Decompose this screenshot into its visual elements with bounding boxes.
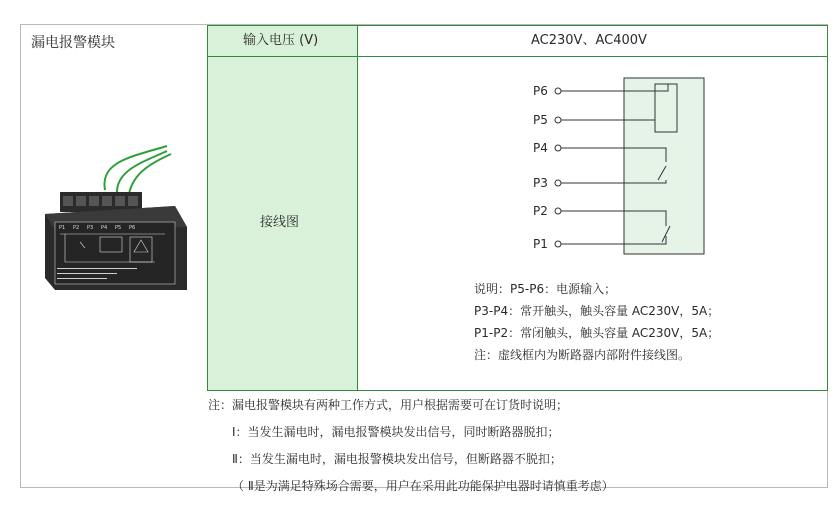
product-title: 漏电报警模块: [31, 35, 115, 51]
pin-label-p2: P2: [533, 204, 548, 218]
pin-label-p3: P3: [533, 176, 548, 190]
voltage-value: AC230V、AC400V: [531, 33, 647, 48]
terminal-label: P6: [129, 225, 136, 231]
bottom-notes: [208, 392, 614, 500]
note-line: P1-P2：常闭触头，触头容量 AC230V，5A；: [474, 326, 720, 340]
terminal-label: P5: [115, 225, 122, 231]
terminal-label: P3: [87, 225, 94, 231]
pin-label-p5: P5: [533, 113, 548, 127]
grid-line: [207, 390, 828, 391]
terminal-label: P4: [101, 225, 108, 231]
pin-label-p4: P4: [533, 141, 548, 155]
grid-line: [207, 25, 208, 390]
note-line: 注：虚线框内为断路器内部附件接线图。: [474, 348, 691, 362]
wiring-label: 接线图: [260, 215, 300, 230]
grid-line: [827, 25, 828, 390]
bottom-note-line: Ⅱ：当发生漏电时，漏电报警模块发出信号，但断路器不脱扣；: [232, 452, 562, 466]
bottom-note-line: 注：漏电报警模块有两种工作方式，用户根据需要可在订货时说明；: [208, 398, 569, 412]
bottom-note-line: Ⅰ：当发生漏电时，漏电报警模块发出信号，同时断路器脱扣；: [232, 425, 560, 439]
voltage-label: 输入电压 (V): [243, 33, 319, 48]
diagram-notes: [474, 278, 719, 366]
pin-label-p6: P6: [533, 84, 548, 98]
grid-line: [207, 25, 828, 26]
terminal-label: P1: [59, 225, 66, 231]
module-photo: [45, 142, 190, 297]
terminal-label: P2: [73, 225, 80, 231]
note-line: P3-P4：常开触头，触头容量 AC230V，5A；: [474, 304, 720, 318]
grid-line: [207, 56, 828, 57]
note-line: 说明：P5-P6：电源输入；: [474, 282, 617, 296]
wiring-diagram: [530, 76, 720, 256]
bottom-note-line: （ Ⅱ是为满足特殊场合需要，用户在采用此功能保护电器时请慎重考虑）: [232, 479, 614, 493]
grid-line: [357, 25, 358, 390]
pin-label-p1: P1: [533, 237, 548, 251]
